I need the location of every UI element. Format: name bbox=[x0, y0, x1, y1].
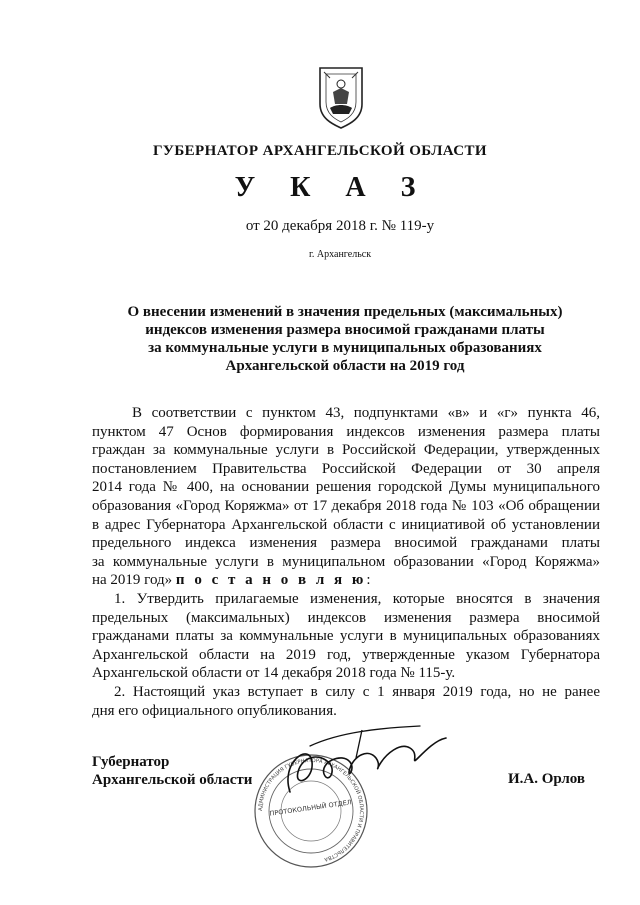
signatory-title bbox=[92, 753, 252, 789]
document-type: У К А З bbox=[234, 172, 430, 203]
body-line: в адрес Губернатора Архангельской области с инициативой об установлении bbox=[92, 516, 600, 533]
body-line: Архангельской области на 2019 год, утвержденные указом Губернатора bbox=[92, 646, 600, 663]
stamp-ring-text: АДМИНИСТРАЦИЯ ГУБЕРНАТОРА АРХАНГЕЛЬСКОЙ ОБЛАСТИ И ПРАВИТЕЛЬСТВА bbox=[257, 757, 365, 863]
coat-of-arms-icon bbox=[316, 64, 366, 130]
document-title bbox=[100, 303, 590, 375]
body-line: предельного индекса изменения размера вносимой гражданами платы bbox=[92, 535, 600, 552]
body-line: пунктом 47 Основ формирования индексов изменения размера платы bbox=[92, 423, 600, 440]
issuer-title: ГУБЕРНАТОР АРХАНГЕЛЬСКОЙ ОБЛАСТИ bbox=[152, 143, 487, 159]
signatory-title-line: Архангельской области bbox=[92, 772, 253, 788]
title-line: Архангельской области на 2019 год bbox=[225, 358, 465, 374]
document-body bbox=[92, 404, 600, 720]
decree-colon: : bbox=[366, 572, 371, 589]
signatory-name: И.А. Орлов bbox=[508, 771, 586, 787]
body-line: образования «Город Коряжма» от 17 декабря 2018 года № 103 «Об обращении bbox=[92, 497, 600, 514]
handwritten-signature bbox=[250, 722, 450, 804]
title-line: за коммунальные услуги в муниципальных образованиях bbox=[148, 340, 542, 356]
body-line: Архангельской области от 14 декабря 2018 года № 115-у. bbox=[92, 665, 456, 682]
body-line: за коммунальные услуги в муниципальном образовании «Город Коряжма» bbox=[92, 553, 600, 570]
body-line: граждан за коммунальные услуги в Российской Федерации, утвержденных bbox=[92, 442, 600, 459]
body-line: 2. Настоящий указ вступает в силу с 1 января 2019 года, но не ранее bbox=[114, 683, 600, 700]
city: г. Архангельск bbox=[308, 249, 372, 260]
title-line: О внесении изменений в значения предельных (максимальных) bbox=[127, 304, 563, 320]
signatory-title-line: Губернатор bbox=[92, 754, 170, 770]
body-line-text: на 2019 год» bbox=[92, 572, 173, 589]
body-line: гражданами платы за коммунальные услуги в муниципальных образованиях bbox=[92, 628, 600, 645]
body-line: предельных (максимальных) индексов изменения размера вносимой bbox=[92, 609, 600, 626]
body-line: 2014 года № 400, на основании решения городской Думы муниципального bbox=[92, 479, 600, 496]
body-line-decree bbox=[92, 571, 600, 590]
body-line: постановлением Правительства Российской Федерации от 30 апреля bbox=[92, 460, 600, 477]
body-line: В соответствии с пунктом 43, подпунктами «в» и «г» пункта 46, bbox=[132, 405, 600, 421]
body-line: дня его официального опубликования. bbox=[92, 702, 337, 719]
decree-word: п о с т а н о в л я ю bbox=[175, 572, 367, 589]
stamp-center-text: ПРОТОКОЛЬНЫЙ ОТДЕЛ bbox=[269, 798, 353, 818]
title-line: индексов изменения размера вносимой гражданами платы bbox=[145, 322, 545, 338]
date-number: от 20 декабря 2018 г. № 119-у bbox=[245, 218, 435, 234]
body-line: 1. Утвердить прилагаемые изменения, которые вносятся в значения bbox=[114, 590, 600, 607]
